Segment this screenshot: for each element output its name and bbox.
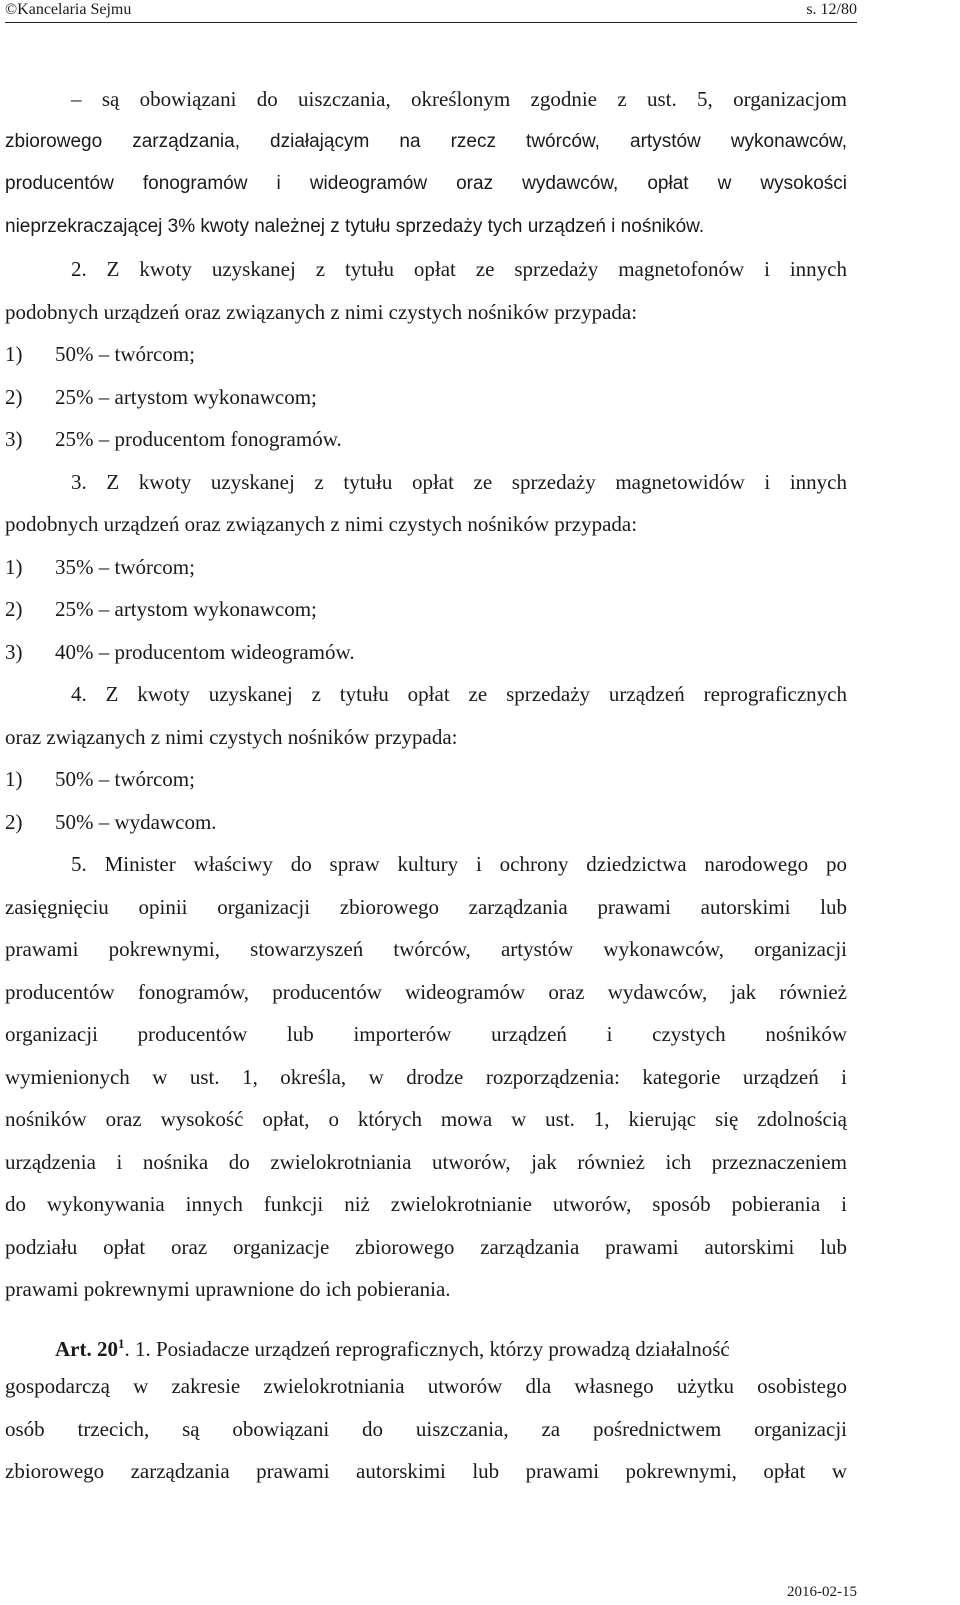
paragraph-line: nieprzekraczającej 3% kwoty należnej z tytułu sprzedaży tych urządzeń i nośników. [5,215,705,237]
list-item-text: 50% – twórcom; [55,342,195,366]
paragraph-line: 3. Z kwoty uzyskanej z tytułu opłat ze sprzedaży magnetowidów i innych [71,469,847,494]
paragraph-line: prawami pokrewnymi uprawnione do ich pobierania. [5,1277,451,1301]
paragraph-line: 4. Z kwoty uzyskanej z tytułu opłat ze sprzedaży urządzeń reprograficznych [71,682,847,706]
paragraph-line: producentów fonogramów i wideogramów oraz wydawców, opłat w wysokości [5,173,847,194]
page-number: s. 12/80 [806,1,857,18]
list-item-number: 3) [5,427,23,451]
paragraph-line: zasięgnięciu opinii organizacji zbiorowego zarządzania prawami autorskimi lub [5,894,847,919]
paragraph-line: – są obowiązani do uiszczania, określonym zgodnie z ust. 5, organizacjom [71,87,847,111]
paragraph-line: organizacji producentów lub importerów urządzeń i czystych nośników [5,1022,847,1046]
article-number: Art. 20 [55,1336,118,1361]
list-item [5,418,847,461]
list-item [5,588,847,631]
list-item-text: 50% – wydawcom. [55,809,217,834]
article-superscript: 1 [117,1335,125,1351]
list-item-number: 1) [5,554,23,579]
list-item-text: 25% – artystom wykonawcom; [55,384,317,409]
paragraph-line: zbiorowego zarządzania, działającym na rzecz twórców, artystów wykonawców, [5,130,847,152]
list-item-number: 1) [5,767,23,791]
list-item-text: 35% – twórcom; [55,554,195,579]
paragraph-line: podobnych urządzeń oraz związanych z nimi czystych nośników przypada: [5,299,638,324]
list-item [5,546,847,589]
list-item-number: 2) [5,809,23,834]
paragraph-line: oraz związanych z nimi czystych nośników przypada: [5,724,458,749]
list-item [5,631,847,674]
paragraph-line: zbiorowego zarządzania prawami autorskimi lub prawami pokrewnymi, opłat w [5,1459,847,1483]
paragraph-line: do wykonywania innych funkcji niż zwielokrotnianie utworów, sposób pobierania i [5,1192,847,1216]
paragraph-line: 2. Z kwoty uzyskanej z tytułu opłat ze sprzedaży magnetofonów i innych [71,257,847,281]
article-label [55,1337,124,1361]
paragraph-line: urządzenia i nośnika do zwielokrotniania utworów, jak również ich przeznaczeniem [5,1149,847,1174]
paragraph-line: podziału opłat oraz organizacje zbiorowego zarządzania prawami autorskimi lub [5,1234,847,1259]
publisher-label: ©Kancelaria Sejmu [5,1,132,18]
list-item-text: 40% – producentom wideogramów. [55,639,355,664]
list-item-number: 2) [5,384,23,409]
list-item-number: 2) [5,597,23,621]
document-body [5,78,847,1493]
paragraph-line: wymienionych w ust. 1, określa, w drodze rozporządzenia: kategorie urządzeń i [5,1064,847,1089]
paragraph-line: gospodarczą w zakresie zwielokrotniania utworów dla własnego użytku osobistego [5,1374,847,1398]
paragraph-line: producentów fonogramów, producentów wideogramów oraz wydawców, jak również [5,979,847,1004]
list-item-number: 1) [5,342,23,366]
article-heading-line [5,1323,847,1366]
article-first-line: . 1. Posiadacze urządzeń reprograficznych, którzy prowadzą działalność [124,1336,730,1361]
document-date: 2016-02-15 [787,1584,857,1600]
list-item [5,801,847,844]
page-header [5,0,857,23]
list-item-text: 50% – twórcom; [55,767,195,791]
list-item [5,758,847,801]
list-item-number: 3) [5,639,23,664]
list-item-text: 25% – producentom fonogramów. [55,427,342,451]
list-item-text: 25% – artystom wykonawcom; [55,597,317,621]
paragraph-line: osób trzecich, są obowiązani do uiszczania, za pośrednictwem organizacji [5,1416,847,1441]
paragraph-line: podobnych urządzeń oraz związanych z nimi czystych nośników przypada: [5,512,638,536]
paragraph-line: nośników oraz wysokość opłat, o których mowa w ust. 1, kierując się zdolnością [5,1107,847,1131]
list-item [5,376,847,419]
list-item [5,333,847,376]
paragraph-line: 5. Minister właściwy do spraw kultury i ochrony dziedzictwa narodowego po [71,852,847,876]
paragraph-line: prawami pokrewnymi, stowarzyszeń twórców, artystów wykonawców, organizacji [5,937,847,961]
